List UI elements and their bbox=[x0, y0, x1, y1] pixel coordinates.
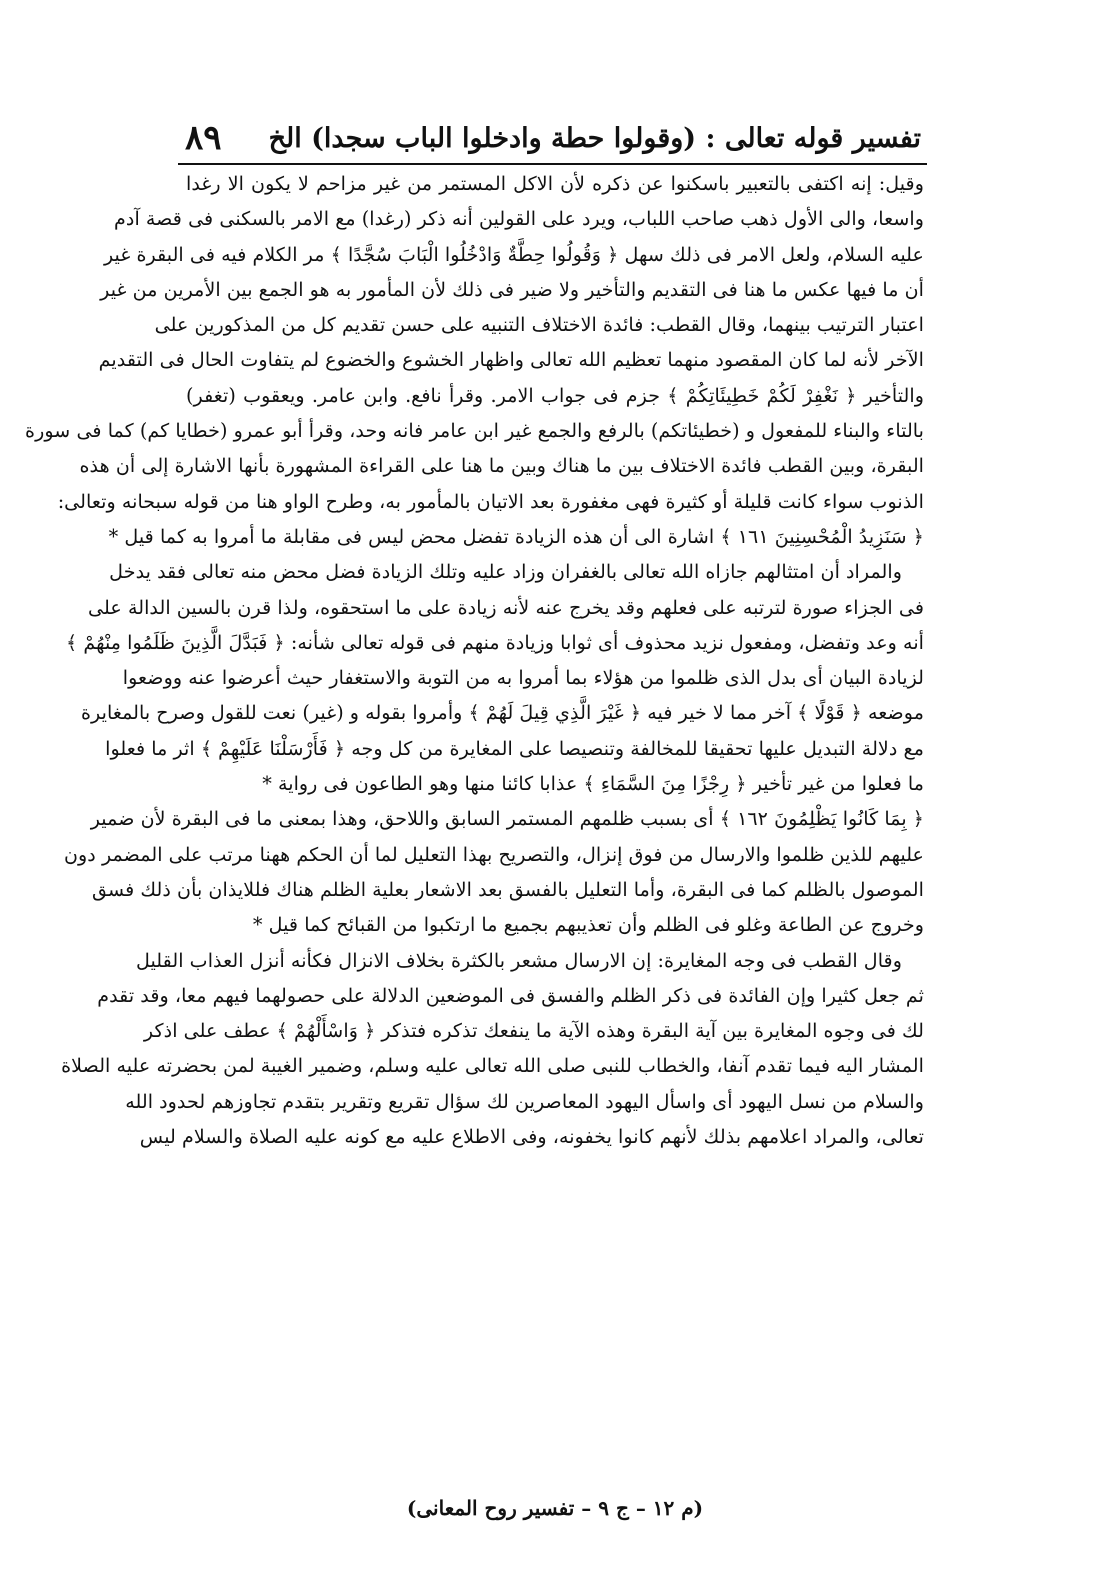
text-line: لزيادة البيان أى بدل الذى ظلموا من هؤلاء بما أمروا به من التوبة والاستغفار حيث أعرضوا عنه ووضعوا bbox=[122, 666, 924, 690]
text-line: وقيل: إنه اكتفى بالتعبير باسكنوا عن ذكره لأن الاكل المستمر من غير مزاحم لا يكون الا رغدا bbox=[186, 172, 924, 195]
text-line: وخروج عن الطاعة وغلو فى الظلم وأن تعذيبهم بجميع ما ارتكبوا من القبائح كما قيل * bbox=[252, 913, 924, 937]
body-text bbox=[25, 166, 924, 1525]
text-line: أنه وعد وتفضل، ومفعول نزيد محذوف أى ثوابا وزيادة منهم فى قوله تعالى شأنه: ﴿ فَبَدَّلَ الَّذِينَ ظَلَمُوا مِنْهُمْ ﴾ bbox=[66, 630, 924, 654]
text-line: ﴿ بِمَا كَانُوا يَظْلِمُونَ ١٦٢ ﴾ أى بسبب ظلمهم المستمر السابق واللاحق، وهذا بمعنى ما فى البقرة لأن ضمير bbox=[90, 807, 924, 831]
text-line: الموصول بالظلم كما فى البقرة، وأما التعليل بالفسق بعد الاشعار بعلية الظلم هناك فللايذان بأن ذلك فسق bbox=[92, 877, 924, 901]
text-line: بالتاء والبناء للمفعول و (خطيئاتكم) بالرفع والجمع غير ابن عامر فانه وحد، وقرأ أبو عمرو (خطايا كم) كما فى سورة bbox=[25, 419, 924, 443]
text-line: عليه السلام، ولعل الامر فى ذلك سهل ﴿ وَقُولُوا حِطَّةٌ وَادْخُلُوا الْبَابَ سُجَّدًا ﴾ مر الكلام فيه فى البقرة غير bbox=[103, 242, 924, 266]
text-line: والسلام من نسل اليهود أى واسأل اليهود المعاصرين لك سؤال تقريع وتقرير بتقدم تجاوزهم لحدود الله bbox=[125, 1089, 924, 1113]
text-line: المشار اليه فيما تقدم آنفا، والخطاب للنبى صلى الله تعالى عليه وسلم، وضمير الغيبة لمن بحضرته عليه الصلاة bbox=[61, 1054, 924, 1078]
text-line: الآخر لأنه لما كان المقصود منهما تعظيم الله تعالى واظهار الخشوع والخضوع لم يتفاوت الحال فى التقديم bbox=[98, 348, 924, 372]
text-line: فى الجزاء صورة لترتبه على فعلهم وقد يخرج عنه لأنه زيادة على ما استحقوه، ولذا قرن بالسين الدالة على bbox=[88, 595, 924, 619]
text-line: ثم جعل كثيرا وإن الفائدة فى ذكر الظلم والفسق فى الموضعين الدلالة على حصولهما فيهم معا، وقد تقدم bbox=[97, 983, 924, 1007]
header-rule bbox=[178, 163, 927, 165]
text-line: عليهم للذين ظلموا والارسال من فوق إنزال، والتصريح بهذا التعليل لما أن الحكم ههنا مرتب على المضمر دون bbox=[63, 842, 924, 866]
text-line: والمراد أن امتثالهم جازاه الله تعالى بالغفران وزاد عليه وتلك الزيادة فضل محض منه تعالى فقد يدخل bbox=[109, 560, 902, 584]
text-line: ما فعلوا من غير تأخير ﴿ رِجْزًا مِنَ السَّمَاءِ ﴾ عذابا كائنا منها وهو الطاعون فى رواية * bbox=[262, 772, 924, 796]
text-line: موضعه ﴿ قَوْلًا ﴾ آخر مما لا خير فيه ﴿ غَيْرَ الَّذِي قِيلَ لَهُمْ ﴾ وأمروا بقوله و (غير) نعت للقول وصرح بالمغايرة bbox=[81, 701, 924, 725]
text-line: أن ما فيها عكس ما هنا فى التقديم والتأخير ولا ضير فى ذلك لأن المأمور به هو الجمع بين الأمرين من غير bbox=[100, 277, 924, 301]
page-header bbox=[185, 112, 921, 164]
text-line: تعالى، والمراد اعلامهم بذلك لأنهم كانوا يخفونه، وفى الاطلاع عليه مع كونه عليه الصلاة والسلام ليس bbox=[139, 1125, 924, 1149]
page-footer: (م ١٢ – ج ٩ – تفسير روح المعانى) bbox=[406, 1496, 704, 1520]
text-line: لك فى وجوه المغايرة بين آية البقرة وهذه الآية ما ينفعك تذكره فتذكر ﴿ وَاسْأَلْهُمْ ﴾ عطف على اذكر bbox=[143, 1019, 924, 1043]
text-line: البقرة، وبين القطب فائدة الاختلاف بين ما هناك وبين ما هنا على القراءة المشهورة بأنها الاشارة إلى أن هذه bbox=[79, 454, 924, 478]
running-title: تفسير قوله تعالى : (وقولوا حطة وادخلوا الباب سجدا) الخ bbox=[268, 122, 921, 154]
text-line: وقال القطب فى وجه المغايرة: إن الارسال مشعر بالكثرة بخلاف الانزال فكأنه أنزل العذاب القليل bbox=[135, 948, 902, 972]
page-number: ٨٩ bbox=[185, 118, 222, 158]
text-line: مع دلالة التبديل عليها تحقيقا للمخالفة وتنصيصا على المغايرة من كل وجه ﴿ فَأَرْسَلْنَا عَلَيْهِمْ ﴾ اثر ما فعلوا bbox=[105, 736, 924, 760]
text-line: ﴿ سَنَزِيدُ الْمُحْسِنِينَ ١٦١ ﴾ اشارة الى أن هذه الزيادة تفضل محض ليس فى مقابلة ما أمروا به كما قيل * bbox=[108, 524, 924, 548]
text-line: الذنوب سواء كانت قليلة أو كثيرة فهى مغفورة بعد الاتيان بالمأمور به، وطرح الواو هنا من قوله سبحانه وتعالى: bbox=[57, 489, 924, 513]
text-line: اعتبار الترتيب بينهما، وقال القطب: فائدة الاختلاف التنبيه على حسن تقديم كل من المذكورين على bbox=[154, 313, 924, 337]
text-line: واسعا، والى الأول ذهب صاحب اللباب، ويرد على القولين أنه ذكر (رغدا) مع الامر بالسكنى فى قصة آدم bbox=[114, 207, 924, 231]
text-line: والتأخير ﴿ نَغْفِرْ لَكُمْ خَطِيئَاتِكُمْ ﴾ جزم فى جواب الامر. وقرأ نافع. وابن عامر. ويعقوب (تغفر) bbox=[186, 383, 924, 407]
